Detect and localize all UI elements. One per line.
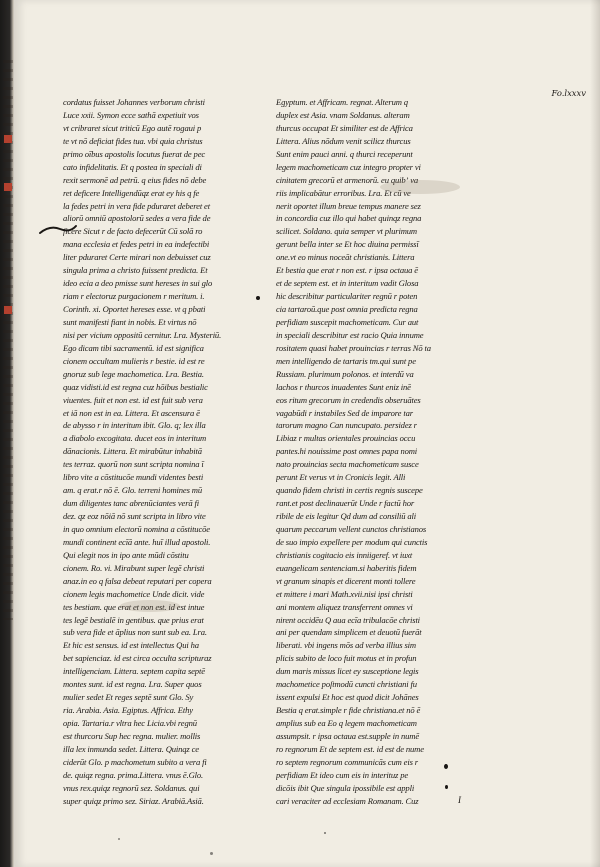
text-line: assumpsit. r ipsa octaua est.supple in numē [276,730,419,741]
text-line: de abysso r in interitum ibit. Glo. q; lex illa [63,420,206,431]
text-line: primo oībus apostolis locutus fuerat de pec [63,148,206,159]
text-line: in concordia cuz illo qui habet quinqz regna [276,213,422,224]
rubric-mark [4,135,12,143]
page-edge-shadow [590,0,600,867]
text-line: liberati. vbi ingens mōs ad verba illius sim [276,640,416,651]
text-line: anaz.in eo q falsa debeat reputari per copera [63,575,212,586]
text-line: rositatem quasi habet prouincias r terras Nō ta [276,342,431,353]
text-line: Qui elegit nos in ipo ante mūdi cōstitu [63,549,189,560]
text-line: ro septem regnorum communicās cum eis r [276,756,418,767]
text-line: ret deficere Intelligendūqz erat ey his q fe [63,187,200,198]
text-line: riis implicabātur erroribus. Lra. Et cū ve [276,187,411,198]
text-line: cionem occultam mulieris r bestie. id est re [63,355,205,366]
text-line: nisi per vicium oppositū cernitur. Lra. Mysteriū. [63,329,222,340]
text-line: singula prima a christo fuissent predicta. Et [63,265,208,276]
text-line: et mittere i mari Math.xvii.nisi ipsi christi [276,588,413,599]
text-line: vnus rex.quiqz regnorū sez. Soldanus. qui [63,782,200,793]
text-line: cionem legis machometice Unde dicit. vide [63,588,205,599]
ink-spot [444,764,448,769]
text-line: issent expulsi Et hoc est quod dicit Johānes [276,692,419,703]
text-line: cari veraciter ad ecclesiam Romanam. Cuz [276,795,419,806]
text-line: amplius sub ea Eo q legem machometicam [276,718,417,728]
text-line: rexit sermonē ad petrū. q eius fides nō debe [63,174,207,185]
text-line: Corinth. xi. Oportet hereses esse. vt q pbati [63,304,206,314]
text-line: Littera. Alius nōdum venit scilicz thurcus [276,135,411,146]
text-line: de. quiqz regna. prima.Littera. vnus ē.Glo. [63,769,204,780]
text-line: la fedes petri in vera fide pduraret deberet et [63,200,210,211]
facing-page-text-marks [3,60,13,620]
text-line: cionem. Ro. vi. Mirabunt super legē christi [63,562,205,573]
text-line: nerit oportet illum breue tempus manere sez [276,200,421,211]
text-line: cordatus fuisset Johannes verborum christi [63,97,205,107]
text-line: gerunt bella inter se Et hoc diuina permissī [276,239,419,250]
text-line: de suo impio expellere per modum qui cunctis [276,536,428,547]
text-line: machometice poſtmodū cuncti christiani fu [276,679,417,690]
text-line: duplex est Asia. vnam Soldanus. alteram [276,109,410,120]
text-line: bet sapienciaz. id est circa occulta scripturaz [63,653,212,664]
quill-stroke-mark [38,222,78,236]
text-line: dez. qz eoz nōiā nō sunt scripta in libro vite [63,511,206,521]
ink-spot [210,852,213,855]
text-line: montes sunt. id est regna. Lra. Super quos [63,679,202,690]
text-line: legem machometicam cuz integro propter vi [276,161,421,172]
text-line: cato infidelitatis. Et q postea in speciali di [63,161,202,172]
ink-spot [256,296,260,300]
text-line: ani per quendam simplicem et deuotū fuerāt [276,627,422,638]
text-line: gnoruz sub lege machometica. Lra. Bestia. [63,368,204,379]
text-line: ani montem aliquez transferrent omnes vi [276,601,413,612]
text-line: aliorū omniū apostolorū sedes a vera fide de [63,213,211,224]
text-line: vt granum sinapis et dicerent monti tollere [276,575,416,586]
text-line: cinitatem grecorū et armenorū. eu quibʼ va [276,174,419,185]
text-line: eos ritum grecorum in credendis obseruātes [276,394,421,405]
left-text-column [63,96,259,808]
text-line: plicis subito de loco fuit motus et in profun [276,653,417,664]
text-line: riam r electoruz purgacionem r meritum. i. [63,291,205,302]
text-line: am. q erat.r nō ē. Glo. terreni homines mū [63,485,202,496]
text-line: vagabūdi r instabiles Sed de imparore tar [276,407,413,418]
text-line: lachos r thurcos inuadentes Sunt eniz inē [276,381,411,392]
text-line: sub vera fide et āplius non sunt sub ea. Lra. [63,627,207,638]
text-line: perfidiam suscepit machometicam. Cur aut [276,316,419,327]
text-line: one.vt eo minus noceāt christianis. Littera [276,252,415,263]
signature-mark: I [458,795,461,805]
text-line: super quiqz primo sez. Siriaz. Arabiā.Asiā. [63,795,204,806]
text-line: ciderūt Glo. p machometum subito a vera fi [63,756,207,767]
text-line: liter pduraret Certe mirari non debuisset cuz [63,252,211,263]
text-line: dicōis ibit Que singula ipossibile est appli [276,782,415,793]
folio-number: Fo.lxxxv [551,88,586,98]
text-line: ideo ecia a deo pmisse sunt hereses in sui glo [63,278,213,289]
rubric-mark [4,306,12,314]
text-line: dum maris missus licet ey susceptione legis [276,666,419,677]
text-line: tes legē bestialē in gentibus. que prius erat [63,614,204,625]
text-line: quando fidem christi in certis regnis suscepe [276,485,423,496]
text-line: christianis cogitacio eis inniigeref. vt iuxt [276,549,413,560]
text-line: Sunt enim pauci anni. q thurci receperunt [276,148,413,159]
text-line: tes bestiam. que erat et non est. id est intue [63,601,205,612]
text-line: mulier sedet Et reges septē sunt Glo. Sy [63,692,194,703]
text-line: tarorum magno Can nuncupato. persidez r [276,420,417,431]
text-line: mana ecclesia et fedes petri in ea indefectibi [63,239,210,250]
paper-stain [120,600,180,612]
text-line: dānacionis. Littera. Et mirabūtur inhabitā [63,446,202,457]
text-line: ria. Arabia. Asia. Egiptus. Affrica. Ethy [63,705,193,716]
text-line: dum diligentes tanc abrenūciantes verā fi [63,498,200,509]
text-line: Luce xxii. Symon ecce sathā expetiuit vos [63,109,199,120]
text-line: te vt nō deficiat fides tua. vbi quia christus [63,135,203,146]
text-line: Russiam. plurimum polonos. et interdū va [276,368,414,379]
right-text-column [276,96,476,808]
text-line: scilicet. Soldano. quia semper vt plurimum [276,226,417,237]
text-line: Egyptum. et Affricam. regnat. Alterum q [276,97,408,107]
text-line: perfidiam Et ideo cum eis in interituz pe [276,769,409,780]
text-line: a diabolo excogitata. ducet eos in interitum [63,433,207,444]
text-line: Et bestia que erat r non est. r ipsa octaua ē [276,265,418,276]
text-line: et de septem est. et in interitum vadit Glosa [276,278,419,289]
text-line: hic describitur particulariter regnū r poten [276,291,418,302]
text-line: nato prouincias secta machometicam susce [276,459,419,470]
text-line: pantes.hi nouissime post omnes papa nomi [276,446,418,457]
text-line: opia. Tartaria.r vltra hec Licia.vbi regnū [63,718,197,728]
text-line: Ego dicam tibi sacramentū. id est significa [63,342,204,353]
text-line: in quo omnium electorū nomina a cōstitucōe [63,523,210,534]
text-line: ro regnorum Et de septem est. id est de nume [276,743,424,754]
text-line: in speciali describitur est racio Quia innume [276,329,424,340]
ink-spot [445,785,448,789]
text-line: Et hic est sensus. id est intellectus Qui ha [63,640,199,651]
paper-stain [380,180,460,194]
text-line: est thurcoru Sup hec regna. mulier. mollis [63,730,201,741]
ink-spot [118,838,120,840]
text-line: nirent occidēu Q aua ecīa tribulacōe christi [276,614,420,625]
text-line: quarum peccarum vellent cunctos christianos [276,523,427,534]
text-line: Bestia q erat.simple r fide christiana.et nō ē [276,705,421,716]
text-line: rant.et post declinauerūt Unde r factū hor [276,498,415,509]
text-line: mundi continent ecīā ante. huī illud apostoli. [63,536,211,547]
text-line: libro vite a cōstitucōe mundi videntes besti [63,472,204,483]
text-line: quaz vidisti.id est regna cuz hōibus bestialic [63,381,208,392]
rubric-mark [4,183,12,191]
text-line: illa lex inmunda sedet. Littera. Quinqz ce [63,743,199,754]
text-line: perunt Et verus vt in Cronicis legit. Alli [276,472,406,483]
text-line: ficere Sicut r de facto defecerūt Cū solā ro [63,226,203,237]
text-line: viuentes. fuit et non est. id est fuit sub vera [63,394,203,405]
text-line: cia tartaroū.que post omnia predicta regna [276,304,418,314]
text-line: men intelligendo de tartaris tm.qui sunt pe [276,355,416,366]
text-line: vt cribraret sicut triticū Ego autē rogaui p [63,122,202,133]
ink-spot [324,832,326,834]
text-line: thurcus occupat Et similiter est de Affrica [276,122,413,133]
text-line: euangelicam sentenciam.si haberitis fidem [276,562,417,573]
text-line: Libiaz r multas orientales prouincias occu [276,433,416,444]
text-line: ribile de eis legitur Qd dum ad consiliū ali [276,511,416,521]
text-line: et iā non est in ea. Littera. Et ascensura ē [63,407,200,418]
text-line: tes terraz. quorū non sunt scripta nomina ī [63,459,204,470]
text-line: sunt manifesti fiant in nobis. Et virtus nō [63,316,197,327]
text-line: intelligenciam. Littera. septem capita septē [63,666,205,677]
